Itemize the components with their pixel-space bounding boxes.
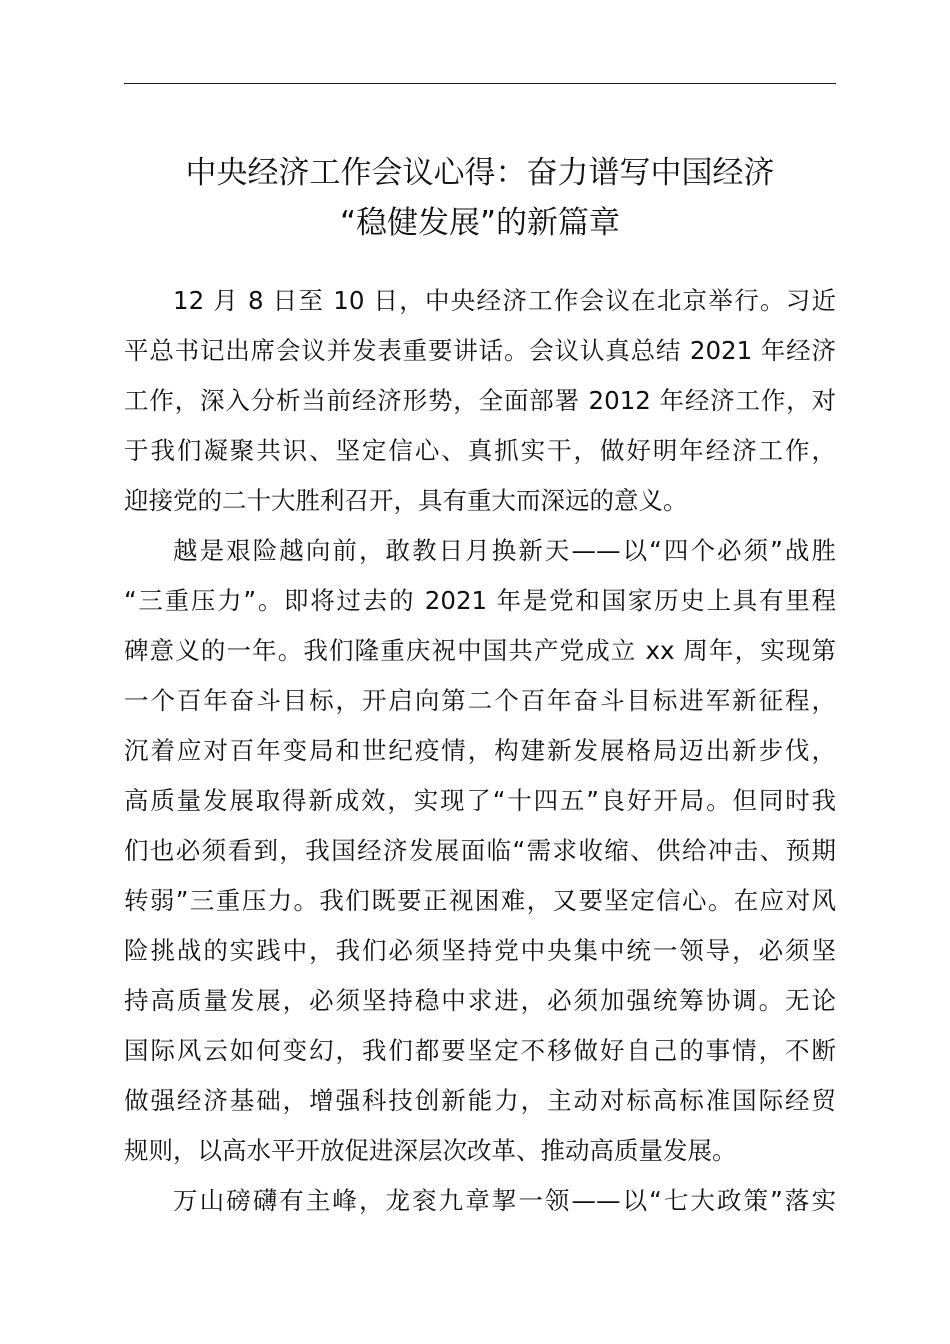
paragraph-line: 越是艰险越向前，敢教日月换新天——以“四个必须”战胜 [173, 536, 836, 565]
paragraph-line: 碑意义的一年。我们隆重庆祝中国共产党成立 xx 周年，实现第 [124, 636, 836, 665]
paragraph-1 [124, 276, 836, 526]
paragraph-line: 沉着应对百年变局和世纪疫情，构建新发展格局迈出新步伐， [124, 736, 836, 765]
paragraph-line: 工作，深入分析当前经济形势，全面部署 2012 年经济工作，对 [124, 386, 836, 415]
title-line-2: “稳健发展”的新篇章 [339, 205, 621, 241]
header-rule [124, 83, 836, 84]
paragraph-line: 高质量发展取得新成效，实现了“十四五”良好开局。但同时我 [124, 786, 836, 815]
paragraph-line: 国际风云如何变幻，我们都要坚定不移做好自己的事情，不断 [124, 1036, 836, 1065]
paragraph-line: 平总书记出席会议并发表重要讲话。会议认真总结 2021 年经济 [124, 336, 836, 365]
document-body [124, 276, 836, 1226]
paragraph-3 [124, 1176, 836, 1226]
paragraph-line: “三重压力”。即将过去的 2021 年是党和国家历史上具有里程 [124, 586, 836, 615]
paragraph-line: 12 月 8 日至 10 日，中央经济工作会议在北京举行。习近 [173, 286, 836, 315]
paragraph-line: 规则，以高水平开放促进深层次改革、推动高质量发展。 [124, 1136, 737, 1165]
paragraph-line: 万山磅礴有主峰，龙衮九章挈一领——以“七大政策”落实 [173, 1186, 836, 1215]
paragraph-line: 做强经济基础，增强科技创新能力，主动对标高标准国际经贸 [124, 1086, 836, 1115]
paragraph-line: 持高质量发展，必须坚持稳中求进，必须加强统筹协调。无论 [124, 986, 836, 1015]
paragraph-line: 一个百年奋斗目标，开启向第二个百年奋斗目标进军新征程， [124, 686, 836, 715]
paragraph-line: 于我们凝聚共识、坚定信心、真抓实干，做好明年经济工作， [124, 436, 836, 465]
paragraph-line: 迎接党的二十大胜利召开，具有重大而深远的意义。 [124, 486, 688, 515]
paragraph-line: 转弱”三重压力。我们既要正视困难，又要坚定信心。在应对风 [124, 886, 836, 915]
title-line-1: 中央经济工作会议心得：奋力谱写中国经济 [185, 155, 775, 191]
paragraph-line: 们也必须看到，我国经济发展面临“需求收缩、供给冲击、预期 [124, 836, 836, 865]
paragraph-line: 险挑战的实践中，我们必须坚持党中央集中统一领导，必须坚 [124, 936, 836, 965]
paragraph-2 [124, 526, 836, 1176]
document-title [124, 148, 836, 248]
